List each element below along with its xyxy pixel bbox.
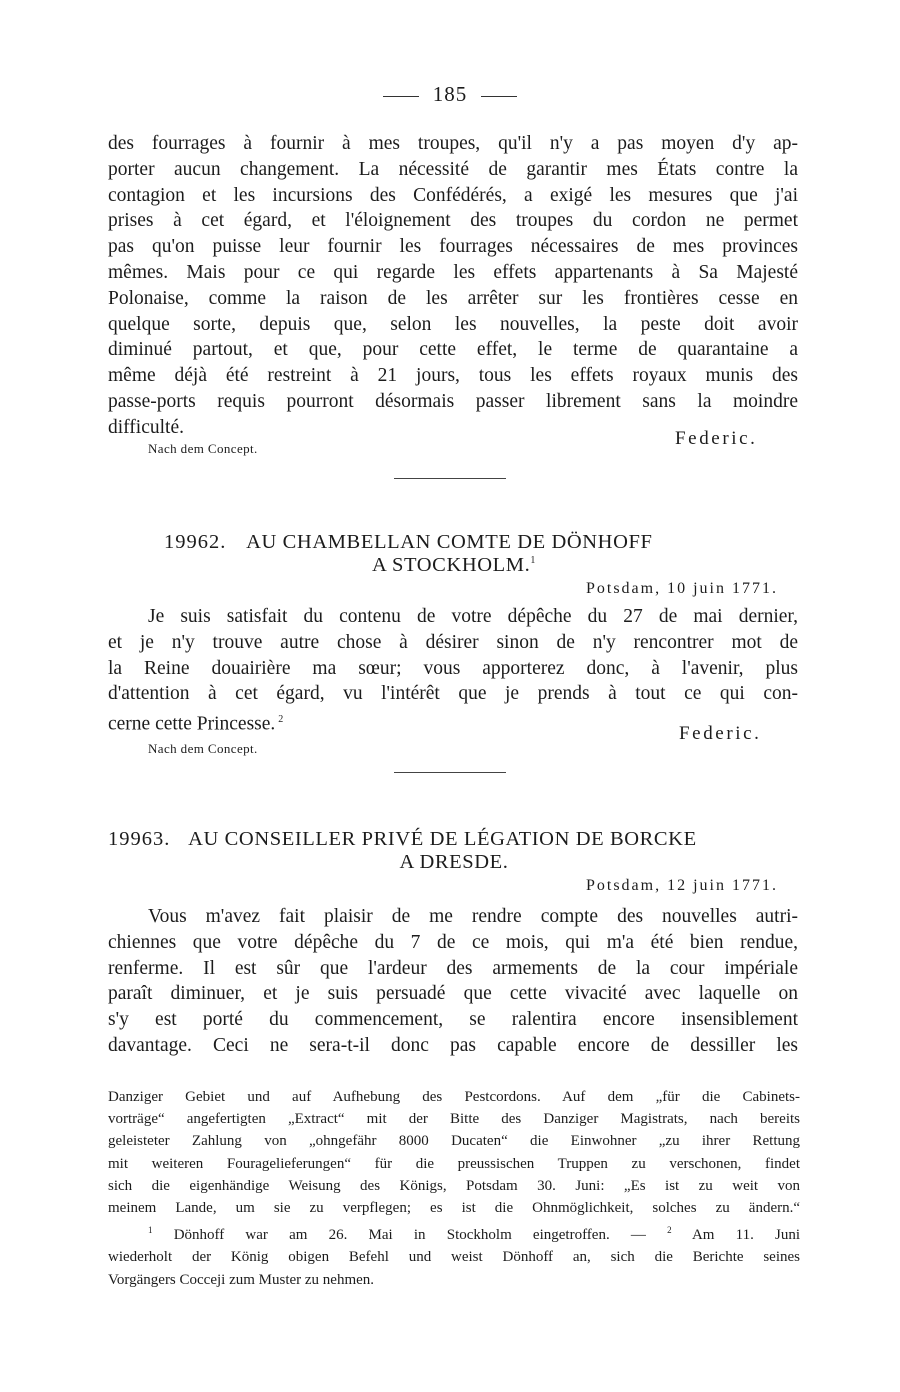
signature: Federic. xyxy=(679,723,762,744)
footnote-1-text: Dönhoff war am 26. Mai in Stockholm eingetroffen. xyxy=(173,1227,610,1244)
letter-body-19963 xyxy=(108,904,798,1059)
text-line: davantage. Ceci ne sera-t-il donc pas capable encore de dessiller les xyxy=(108,1034,798,1056)
text-line: prises à cet égard, et l'éloignement des troupes du cordon ne permet xyxy=(108,210,798,232)
text-line: contagion et les incursions des Confédérés, a exigé les mesures que j'ai xyxy=(108,184,798,206)
text-line: s'y est porté du commencement, se ralentira encore insensiblement xyxy=(108,1009,798,1031)
footnote-line: mit weiteren Fouragelieferungen“ für die preussischen Truppen zu verschonen, findet xyxy=(108,1155,800,1172)
dateline: Potsdam, 12 juin 1771. xyxy=(585,877,778,894)
text-line: Vous m'avez fait plaisir de me rendre compte des nouvelles autri- xyxy=(148,906,798,927)
footnote-line: geleisteter Zahlung von „ohngefähr 8000 Ducaten“ die Einwohner „zu ihrer Rettung xyxy=(108,1133,800,1150)
footnote-line: Vorgängers Cocceji zum Muster zu nehmen. xyxy=(108,1271,375,1288)
letter-number: 19963. xyxy=(108,828,171,850)
heading-line-2: A DRESDE. xyxy=(399,851,509,873)
text-line: la Reine douairière ma sœur; vous apporterez donc, à l'avenir, plus xyxy=(108,657,798,679)
text-line: Je suis satisfait du contenu de votre dépêche du 27 de mai dernier, xyxy=(148,606,798,627)
letter-heading-19962 xyxy=(108,531,800,577)
text-line: Polonaise, comme la raison de les arrêter sur les frontières cesse en xyxy=(108,287,798,309)
text-line: des fourrages à fournir à mes troupes, qu'il n'y a pas moyen d'y ap- xyxy=(108,133,798,154)
text-line: difficulté. xyxy=(108,416,184,438)
footnote-line: wiederholt der König obigen Befehl und weist Dönhoff an, sich die Berichte seines xyxy=(108,1249,800,1266)
page-number: 185 xyxy=(432,82,468,106)
source-note: Nach dem Concept. xyxy=(148,441,258,456)
right-dash xyxy=(481,96,517,97)
footnote-line: Danziger Gebiet und auf Aufhebung des Pestcordons. Auf dem „für die Cabinets- xyxy=(108,1089,800,1105)
heading-line-2: A STOCKHOLM. xyxy=(372,554,531,576)
text-line: d'attention à cet égard, vu l'intérêt que je prends à tout ce qui con- xyxy=(108,683,798,705)
dateline: Potsdam, 10 juin 1771. xyxy=(585,580,778,597)
footnote-mark: 1 xyxy=(148,1225,153,1236)
text-line: quelque sorte, depuis que, selon les nouvelles, la peste doit avoir xyxy=(108,313,798,335)
letter-body-19962 xyxy=(108,604,798,737)
page-number-header xyxy=(0,82,900,107)
section-divider xyxy=(394,772,506,773)
text-line: paraît diminuer, et je suis persuadé que cette vivacité avec laquelle on xyxy=(108,983,798,1005)
text-line: porter aucun changement. La nécessité de garantir mes États contre la xyxy=(108,158,798,180)
text-line: chiennes que votre dépêche du 7 de ce mois, qui m'a été bien rendue, xyxy=(108,931,798,953)
continuation-paragraph xyxy=(108,131,798,441)
footnote-line: vorträge“ angefertigten „Extract“ mit der Bitte des Danziger Magistrats, nach bereits xyxy=(108,1111,800,1128)
letter-number: 19962. xyxy=(164,531,227,553)
footnote-mark: 2 xyxy=(667,1225,672,1236)
section-divider xyxy=(394,478,506,479)
heading-line-1: AU CHAMBELLAN COMTE DE DÖNHOFF xyxy=(246,531,653,553)
text-line: passe-ports requis pourront désormais passer librement sans la moindre xyxy=(108,390,798,412)
footnote-line: sich die eigenhändige Weisung des Königs, Potsdam 30. Juni: „Es ist zu weit von xyxy=(108,1177,800,1194)
heading-line-1: AU CONSEILLER PRIVÉ DE LÉGATION DE BORCKE xyxy=(188,828,697,850)
text-line: pas qu'on puisse leur fournir les fourrages nécessaires de mes provinces xyxy=(108,236,798,258)
text-line: renferme. Il est sûr que l'ardeur des armements de la cour impériale xyxy=(108,957,798,979)
signature: Federic. xyxy=(675,428,758,449)
footnote-line: meinem Lande, um sie zu verpflegen; es ist die Ohnmöglichkeit, solches zu ändern.“ xyxy=(108,1200,800,1217)
left-dash xyxy=(383,96,419,97)
letter-heading-19963 xyxy=(108,828,800,874)
source-note: Nach dem Concept. xyxy=(148,741,258,756)
text-line: cerne cette Princesse. xyxy=(108,713,276,735)
footnote-2-text-start: Am 11. Juni xyxy=(691,1227,800,1244)
footnotes xyxy=(108,1086,800,1291)
text-line: mêmes. Mais pour ce qui regarde les effets appartenants à Sa Majesté xyxy=(108,261,798,283)
footnote-line-notes: $^1$ Dönhoff war am 26. Mai in Stockholm eingetroffen. — $^2$ Am 11. Juni xyxy=(148,1225,800,1244)
text-line: diminué partout, et que, pour cette effet, le terme de quarantaine a xyxy=(108,339,798,361)
text-line: et je n'y trouve autre chose à désirer sinon de n'y rencontrer mot de xyxy=(108,631,798,653)
text-line: même déjà été restreint à 21 jours, tous les effets royaux munis des xyxy=(108,365,798,387)
footnote-mark: 2 xyxy=(278,714,284,726)
heading-line-2-wrap xyxy=(108,554,800,577)
footnote-mark: 1 xyxy=(530,555,536,567)
